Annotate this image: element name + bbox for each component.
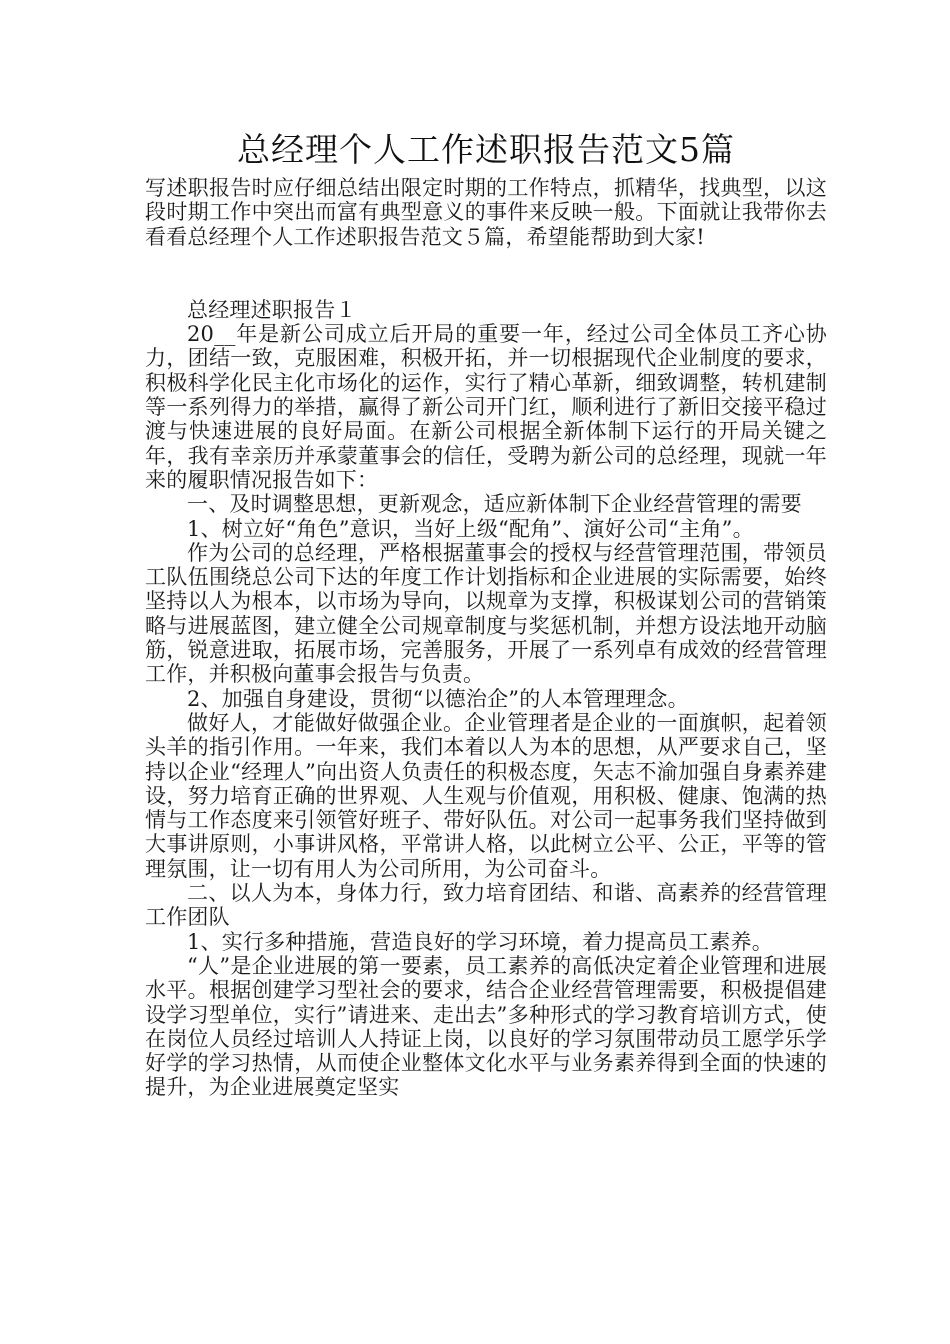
document-title: 总经理个人工作述职报告范文5篇: [237, 130, 735, 169]
subheading-1-2: 2、加强自身建设，贯彻“以德治企”的人本管理理念。: [187, 686, 689, 711]
body-paragraph: “人”是企业进展的第一要素，员工素养的高低决定着企业管理和进展水平。根据创建学习型社会的要求，结合企业经营管理需要，积极提倡建设学习型单位，实行”请进来、走出去”多种形式的学习教育培训方式，使在岗位人员经过培训人人持证上岗，以良好的学习氛围带动员工愿学乐学好学的学习热情，从而使企业整体文化水平与业务素养得到全面的快速的提升，为企业进展奠定坚实: [145, 953, 827, 1100]
body-paragraph: 做好人，才能做好做强企业。企业管理者是企业的一面旗帜，起着领头羊的指引作用。一年来，我们本着以人为本的思想，从严要求自己，坚持以企业“经理人”向出资人负责任的积极态度，矢志不渝加强自身素养建设，努力培育正确的世界观、人生观与价值观，用积极、健康、饱满的热情与工作态度来引领管好班子、带好队伍。对公司一起事务我们坚持做到大事讲原则，小事讲风格，平常讲人格，以此树立公平、公正，平等的管理氛围，让一切有用人为公司所用，为公司奋斗。: [145, 710, 827, 881]
spacer: [145, 249, 827, 298]
heading-one: 一、及时调整思想，更新观念，适应新体制下企业经营管理的需要: [187, 492, 802, 517]
heading-two: 二、以人为本，身体力行，致力培育团结、和谐、高素养的经营管理工作团队: [145, 881, 827, 930]
subheading-2-1: 1、实行多种措施，营造良好的学习环境，着力提高员工素养。: [187, 929, 773, 954]
subheading-1-1: 1、树立好“角色”意识，当好上级“配角”、演好公司“主角”。: [187, 516, 754, 541]
intro-paragraph: 写述职报告时应仔细总结出限定时期的工作特点，抓精华，找典型，以这段时期工作中突出而富有典型意义的事件来反映一般。下面就让我带你去看看总经理个人工作述职报告范文５篇，希望能帮助到大家!: [145, 176, 827, 249]
body-paragraph: 作为公司的总经理，严格根据董事会的授权与经营管理范围，带领员工队伍围绕总公司下达的年度工作计划指标和企业进展的实际需要，始终坚持以人为根本，以市场为导向，以规章为支撑，积极谋划公司的营销策略与进展蓝图，建立健全公司规章制度与奖惩机制，并想方设法地开动脑筋，锐意进取，拓展市场，完善服务，开展了一系列卓有成效的经营管理工作，并积极向董事会报告与负责。: [145, 540, 827, 687]
document-page: [145, 128, 827, 1100]
body-paragraph: 20__年是新公司成立后开局的重要一年，经过公司全体员工齐心协力，团结一致，克服困难，积极开拓，并一切根据现代企业制度的要求，积极科学化民主化市场化的运作，实行了精心革新，细致调整，转机建制等一系列得力的举措，赢得了新公司开门红，顺利进行了新旧交接平稳过渡与快速进展的良好局面。在新公司根据全新体制下运行的开局关键之年，我有幸亲历并承蒙董事会的信任，受聘为新公司的总经理，现就一年来的履职情况报告如下：: [145, 322, 827, 492]
section-title: 总经理述职报告１: [187, 297, 357, 322]
